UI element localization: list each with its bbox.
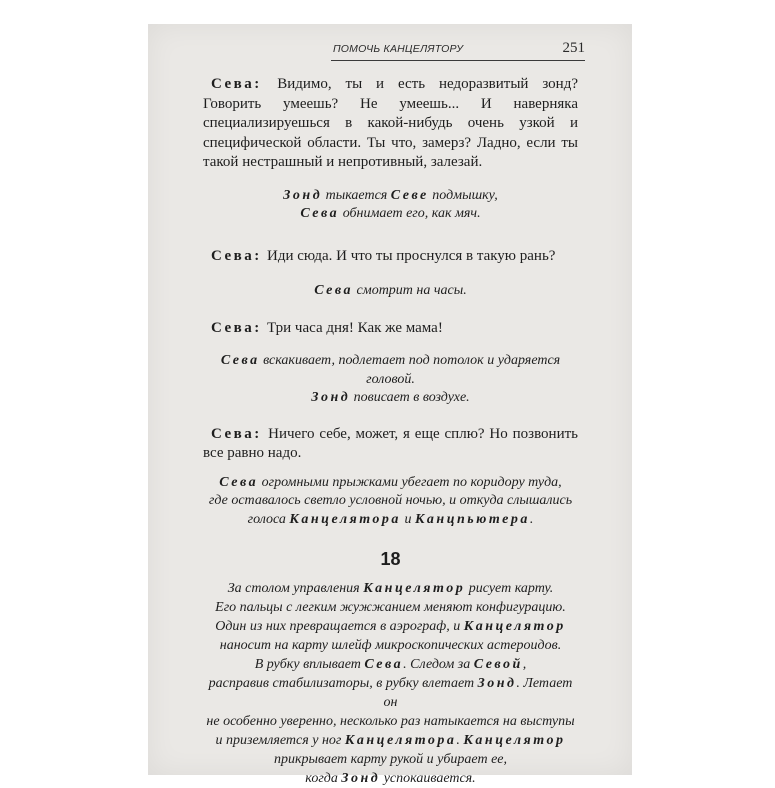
stage-text: Один из них превращается в аэрограф, и bbox=[215, 619, 464, 634]
page-number: 251 bbox=[562, 40, 585, 56]
running-title: ПОМОЧЬ КАНЦЕЛЯТОРУ bbox=[333, 43, 464, 55]
speaker-name: Сева bbox=[211, 425, 255, 442]
stage-text: тыкается bbox=[322, 187, 391, 203]
character-name: Канцпьютера bbox=[414, 511, 530, 527]
stage-text: где оставалось светло условной ночью, и откуда слышались bbox=[208, 493, 573, 508]
dialogue-line bbox=[203, 75, 578, 173]
stage-text: повисает в воздухе. bbox=[350, 390, 470, 405]
character-name: Канцелятор bbox=[363, 581, 466, 596]
stage-text: голоса bbox=[247, 511, 290, 527]
dialogue-text: Видимо, ты и есть недоразвитый зонд? Говорить умеешь? Не умеешь... И наверняка специализируешься в какой-нибудь очень узкой и специфической области. Ты что, замерз? Ладно, если ты такой нестрашный и непротивный, залезай. bbox=[203, 76, 578, 170]
character-name: Зонд bbox=[341, 771, 381, 786]
stage-text: расправив стабилизаторы, в рубку влетает bbox=[208, 676, 478, 691]
dialogue-text: Ничего себе, может, я еще сплю? Но позвонить все равно надо. bbox=[203, 425, 579, 461]
character-name: Сева bbox=[300, 206, 340, 221]
character-name: Зонд bbox=[477, 676, 517, 691]
speaker-colon: : bbox=[254, 425, 260, 442]
stage-text: За столом управления bbox=[227, 581, 364, 596]
speaker-colon: : bbox=[254, 76, 260, 92]
stage-direction bbox=[203, 579, 578, 788]
dialogue-line bbox=[203, 247, 578, 267]
stage-text: наносит на карту шлейф микроскопических астероидов. bbox=[219, 638, 562, 653]
stage-text: . Следом за bbox=[403, 657, 474, 672]
dialogue-text: Три часа дня! Как же мама! bbox=[267, 319, 443, 336]
speaker-colon: : bbox=[254, 319, 260, 336]
stage-text: рисует карту. bbox=[465, 581, 554, 596]
stage-text: , bbox=[522, 657, 527, 672]
stage-text: . bbox=[529, 511, 534, 527]
character-name: Канцелятор bbox=[463, 733, 566, 748]
stage-text: Его пальцы с легким жужжанием меняют конфигурацию. bbox=[215, 600, 566, 615]
character-name: Сева bbox=[364, 657, 404, 672]
character-name: Севой bbox=[473, 657, 523, 672]
stage-text: обнимает его, как мяч. bbox=[339, 206, 481, 221]
stage-text: прикрывает карту рукой и убирает ее, bbox=[273, 752, 507, 767]
speaker-name: Сева bbox=[211, 319, 255, 336]
stage-text: . Летает он bbox=[383, 676, 573, 710]
character-name: Сева bbox=[220, 353, 260, 368]
stage-text: подмышку, bbox=[428, 187, 498, 203]
stage-direction bbox=[203, 352, 578, 408]
stage-text: когда bbox=[305, 771, 342, 786]
stage-text: и приземляется у ног bbox=[215, 733, 345, 748]
speaker-colon: : bbox=[254, 247, 260, 264]
header-rule bbox=[331, 60, 585, 61]
stage-text: смотрит на часы. bbox=[353, 283, 467, 298]
speaker-name: Сева bbox=[211, 76, 255, 92]
scene-number: 18 bbox=[380, 549, 401, 569]
stage-direction bbox=[203, 474, 578, 530]
page-header bbox=[185, 40, 585, 64]
stage-text: вскакивает, подлетает под потолок и ударяется головой. bbox=[259, 353, 561, 387]
stage-text: не особенно уверенно, несколько раз натыкается на выступы bbox=[206, 714, 575, 729]
character-name: Сева bbox=[314, 283, 354, 298]
dialogue-line bbox=[203, 319, 578, 339]
stage-text: . bbox=[456, 733, 464, 748]
stage-text: огромными прыжками убегает по коридору туда, bbox=[258, 474, 562, 490]
character-name: Севе bbox=[390, 187, 429, 203]
character-name: Зонд bbox=[311, 390, 351, 405]
stage-direction bbox=[203, 187, 578, 224]
character-name: Канцелятор bbox=[463, 619, 566, 634]
stage-direction bbox=[203, 282, 578, 301]
stage-text: и bbox=[400, 511, 415, 527]
character-name: Сева bbox=[219, 474, 259, 490]
stage-text: В рубку вплывает bbox=[254, 657, 365, 672]
page-content bbox=[203, 75, 578, 788]
dialogue-line bbox=[203, 425, 578, 464]
character-name: Канцелятора bbox=[289, 511, 401, 527]
character-name: Зонд bbox=[283, 187, 323, 203]
character-name: Канцелятора bbox=[344, 733, 457, 748]
dialogue-text: Иди сюда. И что ты проснулся в такую рань? bbox=[267, 247, 556, 264]
stage-text: успокаивается. bbox=[380, 771, 476, 786]
speaker-name: Сева bbox=[211, 247, 255, 264]
